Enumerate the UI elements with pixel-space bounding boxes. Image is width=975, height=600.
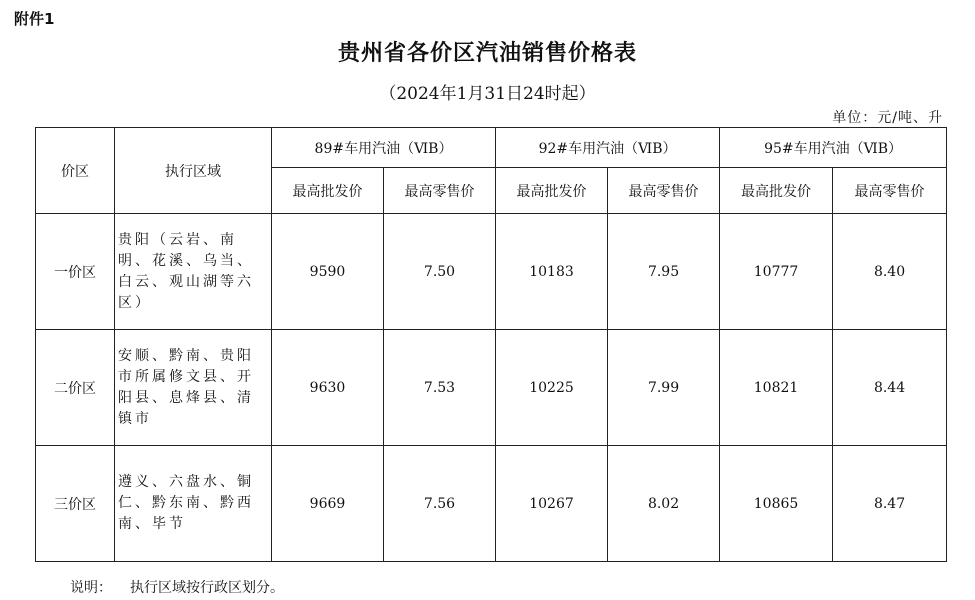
table-row (36, 446, 947, 562)
price-cell: 9590 (272, 214, 384, 330)
price-cell: 10183 (496, 214, 608, 330)
header-retail-95: 最高零售价 (833, 168, 947, 214)
footnote-label: 说明： (70, 580, 112, 596)
price-cell: 10267 (496, 446, 608, 562)
price-cell: 10821 (720, 330, 833, 446)
document-subtitle: （2024年1月31日24时起） (379, 84, 596, 104)
header-grade-95: 95#车用汽油（ⅥB） (720, 128, 947, 168)
zone-cell: 二价区 (36, 330, 115, 446)
price-cell: 9669 (272, 446, 384, 562)
zone-cell: 一价区 (36, 214, 115, 330)
table-row (36, 330, 947, 446)
price-cell: 10225 (496, 330, 608, 446)
header-grade-89: 89#车用汽油（ⅥB） (272, 128, 496, 168)
price-cell: 9630 (272, 330, 384, 446)
price-cell: 10865 (720, 446, 833, 562)
header-region: 执行区域 (115, 128, 272, 214)
attachment-label: 附件1 (14, 10, 55, 28)
header-grade-92: 92#车用汽油（ⅥB） (496, 128, 720, 168)
price-cell: 8.44 (833, 330, 947, 446)
footnote-text: 执行区域按行政区划分。 (130, 580, 284, 596)
header-wholesale-92: 最高批发价 (496, 168, 608, 214)
region-cell: 安顺、黔南、贵阳市所属修文县、开阳县、息烽县、清镇市 (115, 330, 272, 446)
price-cell: 7.53 (384, 330, 496, 446)
zone-cell: 三价区 (36, 446, 115, 562)
unit-note: 单位：元/吨、升 (832, 110, 943, 126)
document-title: 贵州省各价区汽油销售价格表 (337, 41, 637, 66)
header-wholesale-95: 最高批发价 (720, 168, 833, 214)
price-cell: 7.50 (384, 214, 496, 330)
header-retail-92: 最高零售价 (608, 168, 720, 214)
header-zone: 价区 (36, 128, 115, 214)
region-cell: 贵阳（云岩、南明、花溪、乌当、白云、观山湖等六区） (115, 214, 272, 330)
price-cell: 7.99 (608, 330, 720, 446)
price-cell: 7.95 (608, 214, 720, 330)
price-cell: 8.02 (608, 446, 720, 562)
table-row (36, 214, 947, 330)
region-cell: 遵义、六盘水、铜仁、黔东南、黔西南、毕节 (115, 446, 272, 562)
price-cell: 8.40 (833, 214, 947, 330)
footnote (70, 577, 284, 597)
price-cell: 7.56 (384, 446, 496, 562)
price-cell: 10777 (720, 214, 833, 330)
header-row-grades (36, 128, 947, 168)
header-wholesale-89: 最高批发价 (272, 168, 384, 214)
price-cell: 8.47 (833, 446, 947, 562)
header-retail-89: 最高零售价 (384, 168, 496, 214)
gasoline-price-table (35, 127, 947, 562)
